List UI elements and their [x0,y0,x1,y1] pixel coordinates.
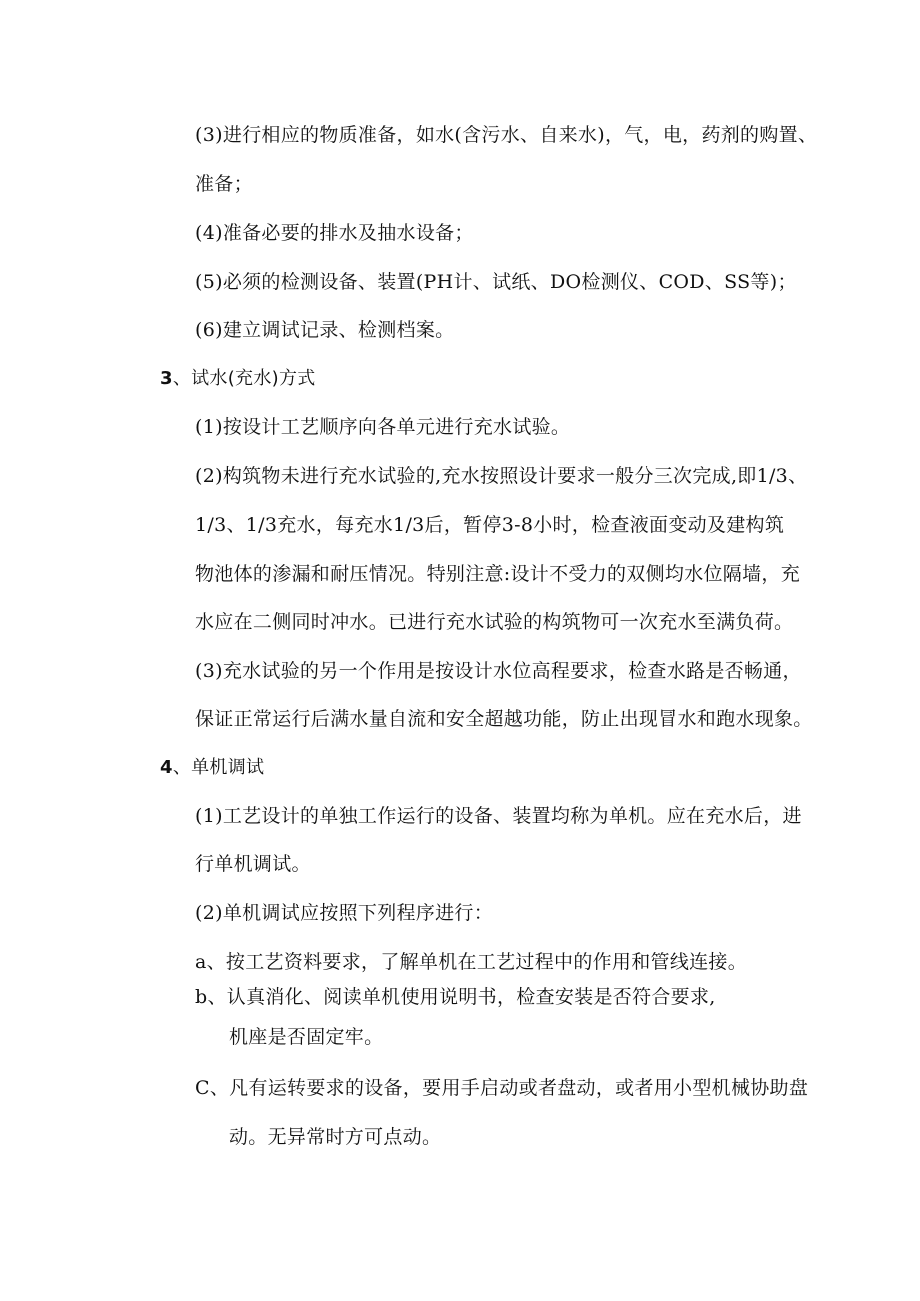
section-4-item-1-line-1: (1)工艺设计的单独工作运行的设备、装置均称为单机。应在充水后，进 [195,805,802,827]
section-3-item-3-line-2: 保证正常运行后满水量自流和安全超越功能，防止出现冒水和跑水现象。 [195,708,813,730]
section-4-number: 4 [160,757,173,778]
section-4-step-c-line-1: C、凡有运转要求的设备，要用手启动或者盘动，或者用小型机械协助盘 [195,1077,809,1099]
section-4-heading [160,756,264,780]
prep-item-3-line-2: 准备； [195,173,253,195]
section-3-number: 3 [160,368,173,389]
section-3-item-2-line-3: 物池体的渗漏和耐压情况。特别注意:设计不受力的双侧均水位隔墙，充 [195,563,801,585]
prep-item-3-line-1: (3)进行相应的物质准备，如水(含污水、自来水)，气，电，药剂的购置、 [195,124,818,146]
section-3-item-3-line-1: (3)充水试验的另一个作用是按设计水位高程要求，检查水路是否畅通， [195,660,802,682]
section-3-item-1: (1)按设计工艺顺序向各单元进行充水试验。 [195,416,571,438]
section-4-step-a: a、按工艺资料要求，了解单机在工艺过程中的作用和管线连接。 [195,951,748,973]
section-3-item-2-line-4: 水应在二侧同时冲水。已进行充水试验的构筑物可一次充水至满负荷。 [195,611,794,633]
section-3-title: 、试水(充水)方式 [172,368,316,389]
prep-item-6: (6)建立调试记录、检测档案。 [195,319,455,341]
section-4-step-b-line-1: b、认真消化、阅读单机使用说明书，检查安装是否符合要求, [195,986,716,1008]
section-3-item-2-line-2: 1/3、1/3充水，每充水1/3后，暂停3-8小时，检查液面变动及建构筑 [195,514,785,536]
prep-item-5: (5)必须的检测设备、装置(PH计、试纸、DO检测仪、COD、SS等)； [195,271,797,293]
section-3-item-2-line-1: (2)构筑物未进行充水试验的,充水按照设计要求一般分三次完成,即1/3、 [195,465,808,487]
section-4-item-1-line-2: 行单机调试。 [195,853,311,875]
section-4-step-b-line-2: 机座是否固定牢。 [229,1026,384,1048]
section-4-item-2: (2)单机调试应按照下列程序进行： [195,902,494,924]
prep-item-4: (4)准备必要的排水及抽水设备； [195,222,474,244]
section-4-title: 、单机调试 [172,757,265,778]
section-3-heading [160,367,316,391]
section-4-step-c-line-2: 动。无异常时方可点动。 [229,1126,442,1148]
